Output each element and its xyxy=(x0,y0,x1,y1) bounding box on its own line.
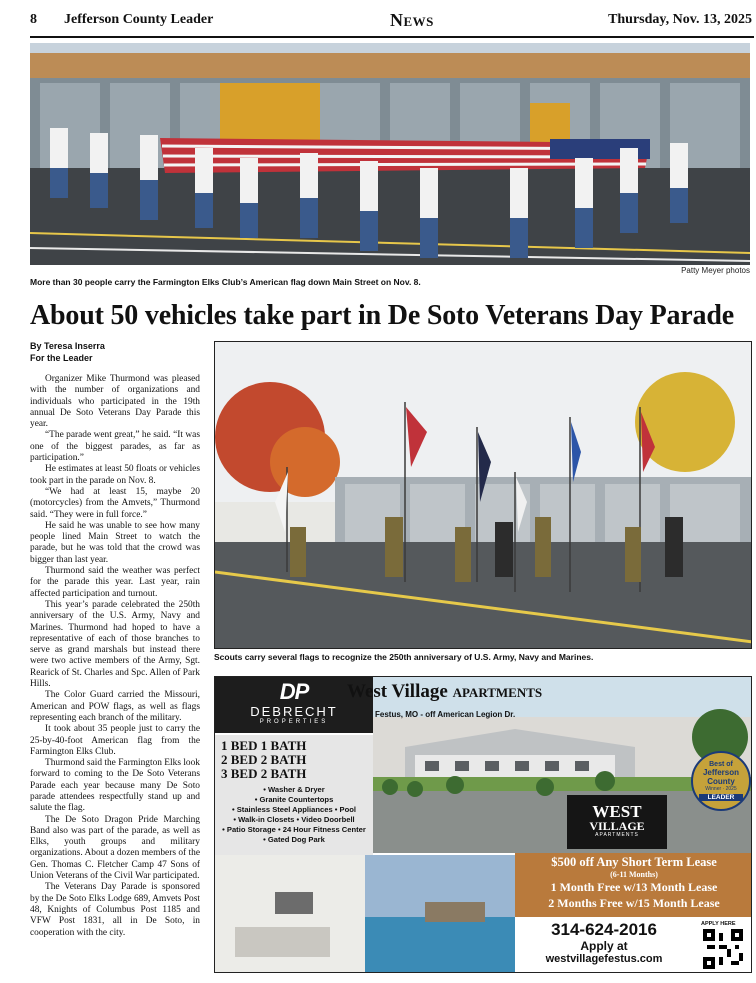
ad-url: westvillagefestus.com xyxy=(545,953,663,965)
article-paragraph: He estimates at least 50 floats or vehicles took part in the parade on Nov. 8. xyxy=(30,464,200,486)
badge-sub: Winner · 2025 xyxy=(705,786,737,792)
apply-here-label: APPLY HERE xyxy=(701,921,736,927)
sign-line3: APARTMENTS xyxy=(595,832,639,838)
ad-title-suffix: APARTMENTS xyxy=(452,685,543,700)
photo-credit: Patty Meyer photos xyxy=(681,266,750,275)
newspaper-name: Jefferson County Leader xyxy=(64,12,214,27)
ad-apply-at: Apply at xyxy=(580,939,628,953)
article-paragraph: Thurmond said the Farmington Elks look forward to coming to the De Soto Veterans Parade each year because many De Soto parade attendees respectfully stand up and salute the flag. xyxy=(30,758,200,814)
page-header xyxy=(30,10,754,36)
west-village-sign xyxy=(567,795,667,849)
ad-promo-panel xyxy=(515,853,752,917)
article-paragraph: The Veterans Day Parade is sponsored by the De Soto Elks Lodge 689, Amvets Post 48, Knights of Columbus Post 1185 and VFW Post 1831, all in De Soto, in cooperation with the city. xyxy=(30,882,200,938)
flag-carry-photo xyxy=(30,43,750,265)
article-paragraph: He said he was unable to see how many people lined Main Street to watch the parade, but he was told that the crowd was bigger than last year. xyxy=(30,520,200,565)
promo-line3: 2 Months Free w/15 Month Lease xyxy=(548,896,720,910)
debrecht-logo-mark: DP xyxy=(279,679,309,704)
ad-phone: 314-624-2016 xyxy=(551,920,657,939)
scouts-flags-photo xyxy=(214,341,752,649)
promo-line2: 1 Month Free w/13 Month Lease xyxy=(550,880,718,894)
ad-title-main: West Village xyxy=(347,681,448,702)
section-name: News xyxy=(390,10,434,30)
best-of-badge xyxy=(691,751,751,811)
article-body xyxy=(30,374,200,939)
page-number: 8 xyxy=(30,12,37,27)
unit-type: 3 BED 2 BATH xyxy=(221,766,307,781)
ad-title xyxy=(347,681,542,703)
byline-author: By Teresa Inserra xyxy=(30,341,105,351)
ad-contact xyxy=(515,920,693,965)
badge-name: Jefferson County xyxy=(702,768,739,786)
ad-units-panel xyxy=(215,735,373,855)
flag-carry-illustration xyxy=(30,43,750,265)
issue-date: Thursday, Nov. 13, 2025 xyxy=(608,12,752,27)
byline xyxy=(30,340,105,364)
article-paragraph: It took about 35 people just to carry the 25-by-40-foot American flag from the Farmington Elks Club. xyxy=(30,724,200,757)
article-paragraph: “We had at least 15, maybe 20 (motorcycles) from the Amvets,” Thurmond said. “They were in full force.” xyxy=(30,486,200,520)
debrecht-logo-name: DEBRECHT xyxy=(250,704,338,719)
sign-line1: WEST xyxy=(592,802,642,821)
west-village-ad xyxy=(214,676,752,973)
article-paragraph: “The parade went great,” he said. “It was one of the biggest parades, as far as participation.” xyxy=(30,430,200,464)
article-headline: About 50 vehicles take part in De Soto Veterans Day Parade xyxy=(30,300,734,331)
feature-line: • Patio Storage • 24 Hour Fitness Center xyxy=(222,825,366,834)
promo-line1-sub: (6-11 Months) xyxy=(610,870,658,879)
sign-line2: VILLAGE xyxy=(589,819,645,833)
header-rule xyxy=(30,36,754,38)
article-paragraph: This year’s parade celebrated the 250th anniversary of the U.S. Army, Navy and Marines. Thurmond had hoped to have a representative of each of those branches to serve as grand marshals but instead there were two active members of the Army, Sgt. Rearick of St. Charles and Spc. Allen of Park Hills. xyxy=(30,599,200,690)
byline-role: For the Leader xyxy=(30,353,93,363)
debrecht-logo-sub: PROPERTIES xyxy=(259,719,329,725)
feature-line: • Granite Countertops xyxy=(254,795,334,804)
qr-code-icon xyxy=(703,929,743,969)
badge-top: Best of xyxy=(709,761,733,768)
article-paragraph: Organizer Mike Thurmond was pleased with the number of organizations and individuals who participated in the 19th annual De Soto Veterans Day Parade this year. xyxy=(30,374,200,430)
article-paragraph: The Color Guard carried the Missouri, American and POW flags, as well as flags representing each branch of the military. xyxy=(30,690,200,723)
photo2-caption: Scouts carry several flags to recognize the 250th anniversary of U.S. Army, Navy and Marines. xyxy=(214,652,594,662)
feature-line: • Stainless Steel Appliances • Pool xyxy=(231,805,357,814)
scouts-flags-illustration xyxy=(215,342,752,649)
unit-type: 2 BED 2 BATH xyxy=(221,752,307,767)
feature-line: • Walk-in Closets • Video Doorbell xyxy=(233,815,355,824)
ad-location: Festus, MO - off American Legion Dr. xyxy=(375,710,516,719)
feature-line: • Gated Dog Park xyxy=(263,835,325,844)
feature-line: • Washer & Dryer xyxy=(263,785,325,794)
photo1-caption: More than 30 people carry the Farmington Elks Club’s American flag down Main Street on Nov. 8. xyxy=(30,277,421,287)
badge-bottom: LEADER xyxy=(699,794,743,801)
article-paragraph: The De Soto Dragon Pride Marching Band also was part of the parade, as well as Elks, youth groups and military organizations. About a dozen members of the Gen. Thomas C. Fletcher Camp 47 Sons of Union Veterans of the Civil War participated. xyxy=(30,814,200,882)
ad-features xyxy=(215,785,373,845)
article-paragraph: Thurmond said the weather was perfect for the parade this year. Last year, rain affected participation and turnout. xyxy=(30,566,200,599)
promo-line1: $500 off Any Short Term Lease xyxy=(551,855,717,869)
unit-type: 1 BED 1 BATH xyxy=(221,738,307,753)
